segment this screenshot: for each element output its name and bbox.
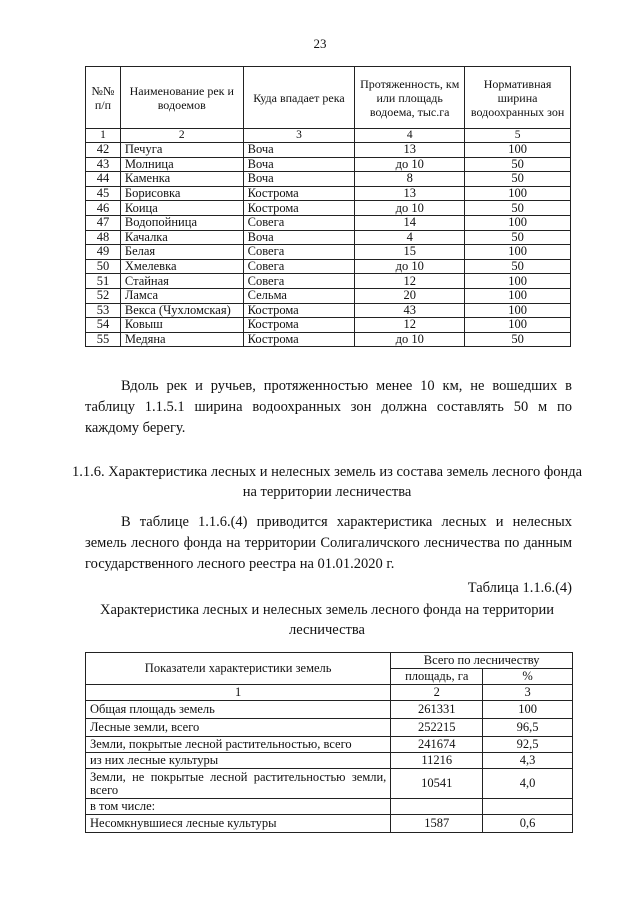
length-value: 13 <box>355 186 465 201</box>
zone-width-value: 50 <box>465 230 571 245</box>
flows-into: Кострома <box>243 332 355 347</box>
indicator-name: Несомкнувшиеся лесные культуры <box>86 815 391 833</box>
row-number: 46 <box>86 201 121 216</box>
column-number: 3 <box>243 129 355 143</box>
flows-into: Воча <box>243 143 355 158</box>
zone-width-value: 50 <box>465 332 571 347</box>
length-value: 13 <box>355 143 465 158</box>
flows-into: Кострома <box>243 186 355 201</box>
zone-width-value: 100 <box>465 303 571 318</box>
percent-value: 4,3 <box>483 753 573 769</box>
flows-into: Совега <box>243 245 355 260</box>
percent-value: 0,6 <box>483 815 573 833</box>
table-row <box>86 201 571 216</box>
table-row <box>86 303 571 318</box>
header-area: площадь, га <box>391 669 483 685</box>
area-value: 241674 <box>391 737 483 753</box>
percent-value: 92,5 <box>483 737 573 753</box>
river-name: Молница <box>120 157 243 172</box>
flows-into: Совега <box>243 215 355 230</box>
river-name: Белая <box>120 245 243 260</box>
section-heading: 1.1.6. Характеристика лесных и нелесных земель из состава земель лесного фонда на территории лесничества <box>71 464 583 500</box>
row-number: 55 <box>86 332 121 347</box>
indicator-name: в том числе: <box>86 799 391 815</box>
percent-value: 4,0 <box>483 769 573 799</box>
area-value: 252215 <box>391 719 483 737</box>
column-number: 1 <box>86 685 391 701</box>
flows-into: Кострома <box>243 303 355 318</box>
table-row <box>86 259 571 274</box>
zone-width-value: 100 <box>465 288 571 303</box>
flows-into: Совега <box>243 259 355 274</box>
header-percent: % <box>483 669 573 685</box>
length-value: 12 <box>355 318 465 333</box>
row-number: 51 <box>86 274 121 289</box>
flows-into: Совега <box>243 274 355 289</box>
table-title: Характеристика лесных и нелесных земель лесного фонда на территории лесничества <box>100 602 554 638</box>
length-value: 14 <box>355 215 465 230</box>
length-value: до 10 <box>355 332 465 347</box>
percent-value: 96,5 <box>483 719 573 737</box>
paragraph-2-text: В таблице 1.1.6.(4) приводится характеристика лесных и нелесных земель лесного фонда на территории Солигаличского лесничества по данным государственного лесного реестра на 01.01.2020 г. <box>85 514 572 572</box>
column-number: 2 <box>391 685 483 701</box>
table-row <box>86 172 571 187</box>
zone-width-value: 100 <box>465 245 571 260</box>
river-name: Печуга <box>120 143 243 158</box>
row-number: 44 <box>86 172 121 187</box>
header-flows-into: Куда впадает река <box>243 67 355 129</box>
indicator-name: Земли, не покрытые лесной растительностью земли, всего <box>86 769 391 799</box>
row-number: 52 <box>86 288 121 303</box>
row-number: 48 <box>86 230 121 245</box>
table-label: Таблица 1.1.6.(4) <box>467 580 572 596</box>
indicator-name: Лесные земли, всего <box>86 719 391 737</box>
table-row <box>86 157 571 172</box>
paragraph-table-intro <box>85 512 572 575</box>
river-name: Векса (Чухломская) <box>120 303 243 318</box>
row-number: 43 <box>86 157 121 172</box>
indicator-name: Общая площадь земель <box>86 701 391 719</box>
table-row <box>86 815 573 833</box>
table-row <box>86 245 571 260</box>
table-row <box>86 215 571 230</box>
table-row <box>86 332 571 347</box>
header-indicator: Показатели характеристики земель <box>86 653 391 685</box>
indicator-name: из них лесные культуры <box>86 753 391 769</box>
indicator-name: Земли, покрытые лесной растительностью, всего <box>86 737 391 753</box>
river-name: Каменка <box>120 172 243 187</box>
river-name: Водопойница <box>120 215 243 230</box>
zone-width-value: 50 <box>465 201 571 216</box>
row-number: 42 <box>86 143 121 158</box>
column-number: 3 <box>483 685 573 701</box>
river-name: Хмелевка <box>120 259 243 274</box>
row-number: 50 <box>86 259 121 274</box>
flows-into: Кострома <box>243 201 355 216</box>
length-value: 43 <box>355 303 465 318</box>
paragraph-1-text: Вдоль рек и ручьев, протяженностью менее 10 км, не вошедших в таблицу 1.1.5.1 ширина водоохранных зон должна составлять 50 м по каждому берегу. <box>85 378 572 436</box>
zone-width-value: 100 <box>465 143 571 158</box>
river-name: Стайная <box>120 274 243 289</box>
table-row <box>86 318 571 333</box>
header-zone-width: Нормативная ширина водоохранных зон <box>465 67 571 129</box>
length-value: 12 <box>355 274 465 289</box>
area-value <box>391 799 483 815</box>
length-value: до 10 <box>355 157 465 172</box>
zone-width-value: 100 <box>465 274 571 289</box>
table-row <box>86 230 571 245</box>
header-river-name: Наименование рек и водоемов <box>120 67 243 129</box>
length-value: 15 <box>355 245 465 260</box>
length-value: 20 <box>355 288 465 303</box>
area-value: 11216 <box>391 753 483 769</box>
zone-width-value: 50 <box>465 157 571 172</box>
land-table <box>85 652 573 833</box>
column-number: 4 <box>355 129 465 143</box>
length-value: 8 <box>355 172 465 187</box>
row-number: 54 <box>86 318 121 333</box>
percent-value: 100 <box>483 701 573 719</box>
table-row <box>86 288 571 303</box>
table-row <box>86 799 573 815</box>
river-name: Медяна <box>120 332 243 347</box>
flows-into: Кострома <box>243 318 355 333</box>
zone-width-value: 50 <box>465 172 571 187</box>
flows-into: Сельма <box>243 288 355 303</box>
river-name: Качалка <box>120 230 243 245</box>
flows-into: Воча <box>243 230 355 245</box>
table-row <box>86 753 573 769</box>
header-length: Протяженность, км или площадь водоема, тыс.га <box>355 67 465 129</box>
area-value: 1587 <box>391 815 483 833</box>
table-row <box>86 701 573 719</box>
row-number: 47 <box>86 215 121 230</box>
river-name: Борисовка <box>120 186 243 201</box>
column-numbers-row <box>86 129 571 143</box>
page-number: 23 <box>313 36 327 51</box>
area-value: 261331 <box>391 701 483 719</box>
table-row <box>86 769 573 799</box>
table-row <box>86 719 573 737</box>
row-number: 45 <box>86 186 121 201</box>
length-value: до 10 <box>355 259 465 274</box>
zone-width-value: 100 <box>465 318 571 333</box>
zone-width-value: 50 <box>465 259 571 274</box>
zone-width-value: 100 <box>465 186 571 201</box>
river-name: Ковыш <box>120 318 243 333</box>
length-value: до 10 <box>355 201 465 216</box>
paragraph-water-zones <box>85 376 572 439</box>
header-number: №№ п/п <box>86 67 121 129</box>
flows-into: Воча <box>243 172 355 187</box>
column-number: 5 <box>465 129 571 143</box>
flows-into: Воча <box>243 157 355 172</box>
table-row <box>86 143 571 158</box>
percent-value <box>483 799 573 815</box>
column-numbers-row <box>86 685 573 701</box>
area-value: 10541 <box>391 769 483 799</box>
zone-width-value: 100 <box>465 215 571 230</box>
length-value: 4 <box>355 230 465 245</box>
column-number: 1 <box>86 129 121 143</box>
table-row <box>86 186 571 201</box>
table-row <box>86 737 573 753</box>
river-name: Коица <box>120 201 243 216</box>
row-number: 49 <box>86 245 121 260</box>
rivers-table <box>85 66 571 347</box>
header-total: Всего по лесничеству <box>391 653 573 669</box>
river-name: Ламса <box>120 288 243 303</box>
row-number: 53 <box>86 303 121 318</box>
column-number: 2 <box>120 129 243 143</box>
table-row <box>86 274 571 289</box>
